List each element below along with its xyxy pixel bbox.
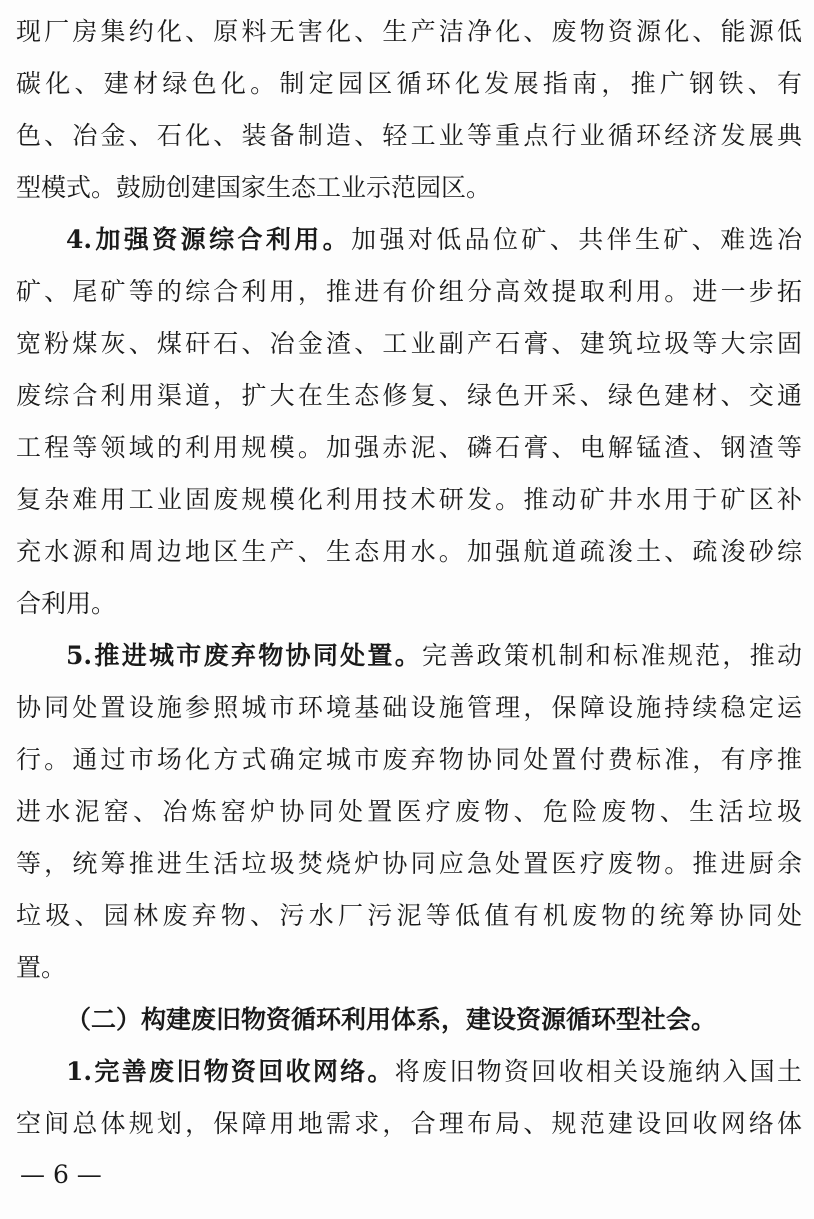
section-heading: 5.推进城市废弃物协同处置。 [66, 641, 423, 670]
text-line: 色、冶金、石化、装备制造、轻工业等重点行业循环经济发展典 [16, 121, 802, 150]
text-line: 协同处置设施参照城市环境基础设施管理，保障设施持续稳定运 [16, 693, 802, 722]
text-line: 置。 [16, 953, 67, 982]
text-line: 废综合利用渠道，扩大在生态修复、绿色开采、绿色建材、交通 [16, 381, 802, 410]
text-line: 合利用。 [16, 589, 117, 618]
text-line: 型模式。鼓励创建国家生态工业示范园区。 [16, 173, 492, 202]
text-run: 加强对低品位矿、共伴生矿、难选冶 [351, 225, 802, 254]
text-line: 垃圾、园林废弃物、污水厂污泥等低值有机废物的统筹协同处 [16, 901, 802, 930]
text-line: 空间总体规划，保障用地需求，合理布局、规范建设回收网络体 [16, 1109, 802, 1138]
text-line: 充水源和周边地区生产、生态用水。加强航道疏浚土、疏浚砂综 [16, 537, 802, 566]
text-line: 复杂难用工业固废规模化利用技术研发。推动矿井水用于矿区补 [16, 485, 802, 514]
paragraph-first-line [66, 1052, 802, 1092]
page-number: — 6 — [20, 1160, 102, 1189]
text-line: 工程等领域的利用规模。加强赤泥、磷石膏、电解锰渣、钢渣等 [16, 433, 802, 462]
section-heading: （二）构建废旧物资循环利用体系，建设资源循环型社会。 [66, 1005, 717, 1034]
text-line: 等，统筹推进生活垃圾焚烧炉协同应急处置医疗废物。推进厨余 [16, 849, 802, 878]
text-line: 矿、尾矿等的综合利用，推进有价组分高效提取利用。进一步拓 [16, 277, 802, 306]
text-line: 碳化、建材绿色化。制定园区循环化发展指南，推广钢铁、有 [16, 69, 802, 98]
section-heading: 4.加强资源综合利用。 [66, 225, 352, 254]
paragraph-first-line [66, 220, 802, 260]
text-line: 现厂房集约化、原料无害化、生产洁净化、废物资源化、能源低 [16, 17, 802, 46]
text-line: 进水泥窑、冶炼窑炉协同处置医疗废物、危险废物、生活垃圾 [16, 797, 802, 826]
text-line: 宽粉煤灰、煤矸石、冶金渣、工业副产石膏、建筑垃圾等大宗固 [16, 329, 802, 358]
text-run: 将废旧物资回收相关设施纳入国土 [394, 1057, 802, 1086]
text-run: 完善政策机制和标准规范，推动 [422, 641, 802, 670]
paragraph-first-line [66, 636, 802, 676]
text-line: 行。通过市场化方式确定城市废弃物协同处置付费标准，有序推 [16, 745, 802, 774]
section-heading: 1.完善废旧物资回收网络。 [66, 1057, 395, 1086]
